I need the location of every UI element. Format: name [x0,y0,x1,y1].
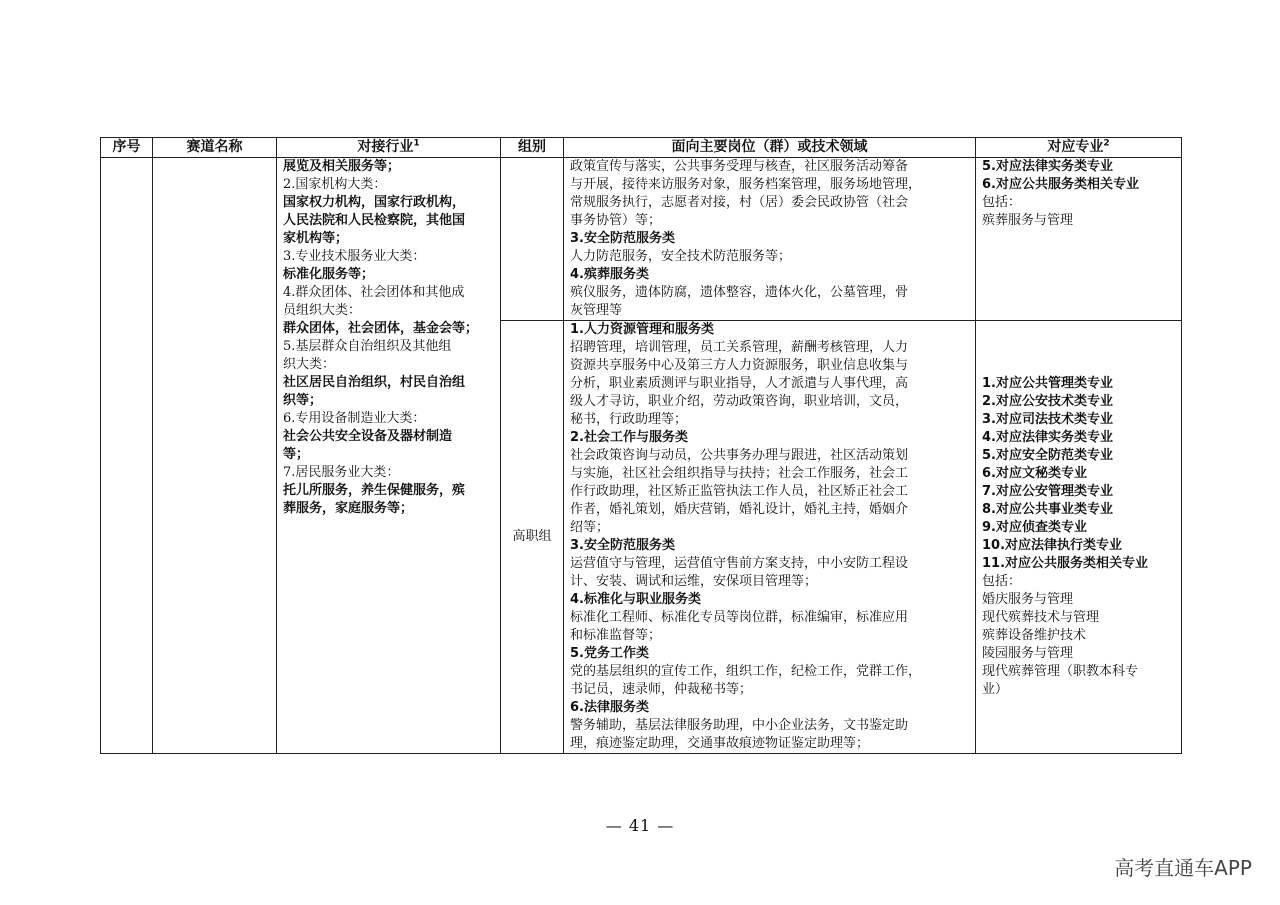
industry-line: 5.基层群众自治组织及其他组 [283,339,452,354]
industry-line: 3.专业技术服务业大类： [283,249,426,264]
page-number: — 41 — [605,816,675,835]
text-line: 3.对应司法技术类专业 [982,412,1113,427]
text-line: 现代殡葬技术与管理 [982,610,1100,625]
header-industry-footnote: 1 [413,138,420,149]
text-line: 陵园服务与管理 [982,646,1074,661]
text-line: 殡葬设备维护技术 [982,628,1087,643]
industry-line: 员组织大类： [283,303,362,318]
positions-cell [564,158,976,321]
text-line: 警务辅助，基层法律服务助理，中小企业法务，文书鉴定助 [570,718,909,733]
text-line: 1.人力资源管理和服务类 [570,322,714,337]
text-line: 事务协管）等； [570,213,662,228]
text-line: 2.社会工作与服务类 [570,430,688,445]
header-positions: 面向主要岗位（群）或技术领域 [564,138,976,158]
header-majors-label: 对应专业 [1047,139,1104,155]
industry-line: 群众团体，社会团体，基金会等； [283,321,479,336]
text-line: 政策宣传与落实，公共事务受理与核查，社区服务活动筹备 [570,159,909,174]
industry-line: 织大类： [283,357,336,372]
track-cell [153,158,277,754]
text-line: 资源共享服务中心及第三方人力资源服务，职业信息收集与 [570,358,909,373]
text-line: 11.对应公共服务类相关专业 [982,556,1149,571]
header-track: 赛道名称 [153,138,277,158]
industry-line: 展览及相关服务等； [283,159,401,174]
text-line: 社会政策咨询与动员，公共事务办理与跟进，社区活动策划 [570,448,909,463]
text-line: 作行政助理，社区矫正监管执法工作人员，社区矫正社会工 [570,484,909,499]
majors-cell [976,321,1182,754]
text-line: 与实施，社区社会组织指导与扶持；社会工作服务，社会工 [570,466,909,481]
industry-line: 6.专用设备制造业大类： [283,411,426,426]
header-group: 组别 [501,138,564,158]
table-header-row [101,138,1182,158]
text-line: 9.对应侦查类专业 [982,520,1087,535]
industry-line: 人民法院和人民检察院，其他国 [283,213,466,228]
text-line: 运营值守与管理，运营值守售前方案支持，中小安防工程设 [570,556,909,571]
industry-line: 社会公共安全设备及器材制造 [283,429,453,444]
industry-line: 国家权力机构，国家行政机构， [283,195,466,210]
seq-cell [101,158,153,754]
text-line: 4.标准化与职业服务类 [570,592,701,607]
industry-line: 4.群众团体、社会团体和其他成 [283,285,465,300]
industry-line: 家机构等； [283,231,349,246]
text-line: 殡仪服务，遗体防腐，遗体整容，遗体火化，公墓管理，骨 [570,285,909,300]
text-line: 1.对应公共管理类专业 [982,376,1113,391]
text-line: 5.对应法律实务类专业 [982,159,1113,174]
text-line: 3.安全防范服务类 [570,538,675,553]
text-line: 分析，职业素质测评与职业指导，人才派遣与人事代理，高 [570,376,909,391]
text-line: 人力防范服务，安全技术防范服务等； [570,249,792,264]
group-cell [501,158,564,321]
text-line: 8.对应公共事业类专业 [982,502,1113,517]
text-line: 5.对应安全防范类专业 [982,448,1113,463]
text-line: 书记员，速录师，仲裁秘书等； [570,682,753,697]
industry-line: 2.国家机构大类： [283,177,387,192]
industry-line: 等； [283,447,310,462]
watermark-text: 高考直通车APP [1114,856,1252,880]
text-line: 6.对应文秘类专业 [982,466,1087,481]
header-industry [277,138,501,158]
text-line: 绍等； [570,520,610,535]
industry-line: 社区居民自治组织，村民自治组 [283,375,466,390]
text-line: 级人才寻访，职业介绍，劳动政策咨询，职业培训，文员， [570,394,909,409]
text-line: 4.殡葬服务类 [570,267,649,282]
header-majors-footnote: 2 [1103,138,1110,149]
text-line: 殡葬服务与管理 [982,213,1074,228]
text-line: 7.对应公安管理类专业 [982,484,1113,499]
text-line: 灰管理等 [570,303,623,318]
text-line: 计、安装、调试和运维，安保项目管理等； [570,574,818,589]
table-row [101,158,1182,321]
text-line: 现代殡葬管理（职教本科专 [982,664,1139,679]
text-line: 招聘管理，培训管理，员工关系管理，薪酬考核管理，人力 [570,340,909,355]
industry-line: 织等； [283,393,323,408]
curriculum-table [100,137,1182,754]
text-line: 秘书，行政助理等； [570,412,688,427]
text-line: 6.法律服务类 [570,700,649,715]
industry-line: 葬服务，家庭服务等； [283,501,414,516]
header-seq: 序号 [101,138,153,158]
text-line: 6.对应公共服务类相关专业 [982,177,1139,192]
text-line: 包括： [982,574,1022,589]
header-majors [976,138,1182,158]
text-line: 5.党务工作类 [570,646,649,661]
text-line: 4.对应法律实务类专业 [982,430,1113,445]
group-cell: 高职组 [501,321,564,754]
industry-line: 7.居民服务业大类： [283,465,400,480]
text-line: 10.对应法律执行类专业 [982,538,1123,553]
text-line: 和标准监督等； [570,628,662,643]
text-line: 标准化工程师、标准化专员等岗位群，标准编审，标准应用 [570,610,909,625]
text-line: 党的基层组织的宣传工作，组织工作，纪检工作，党群工作， [570,664,922,679]
text-line: 2.对应公安技术类专业 [982,394,1113,409]
text-line: 常规服务执行，志愿者对接，村（居）委会民政协管（社会 [570,195,909,210]
text-line: 作者，婚礼策划，婚庆营销，婚礼设计，婚礼主持，婚姻介 [570,502,909,517]
industry-line: 托儿所服务，养生保健服务，殡 [283,483,466,498]
positions-cell [564,321,976,754]
text-line: 婚庆服务与管理 [982,592,1074,607]
text-line: 3.安全防范服务类 [570,231,675,246]
text-line: 业） [982,682,1009,697]
industry-line: 标准化服务等； [283,267,375,282]
header-industry-label: 对接行业 [357,139,414,155]
industry-cell [277,158,501,754]
majors-cell [976,158,1182,321]
text-line: 理，痕迹鉴定助理，交通事故痕迹物证鉴定助理等； [570,736,870,751]
text-line: 包括： [982,195,1022,210]
text-line: 与开展，接待来访服务对象，服务档案管理，服务场地管理， [570,177,922,192]
